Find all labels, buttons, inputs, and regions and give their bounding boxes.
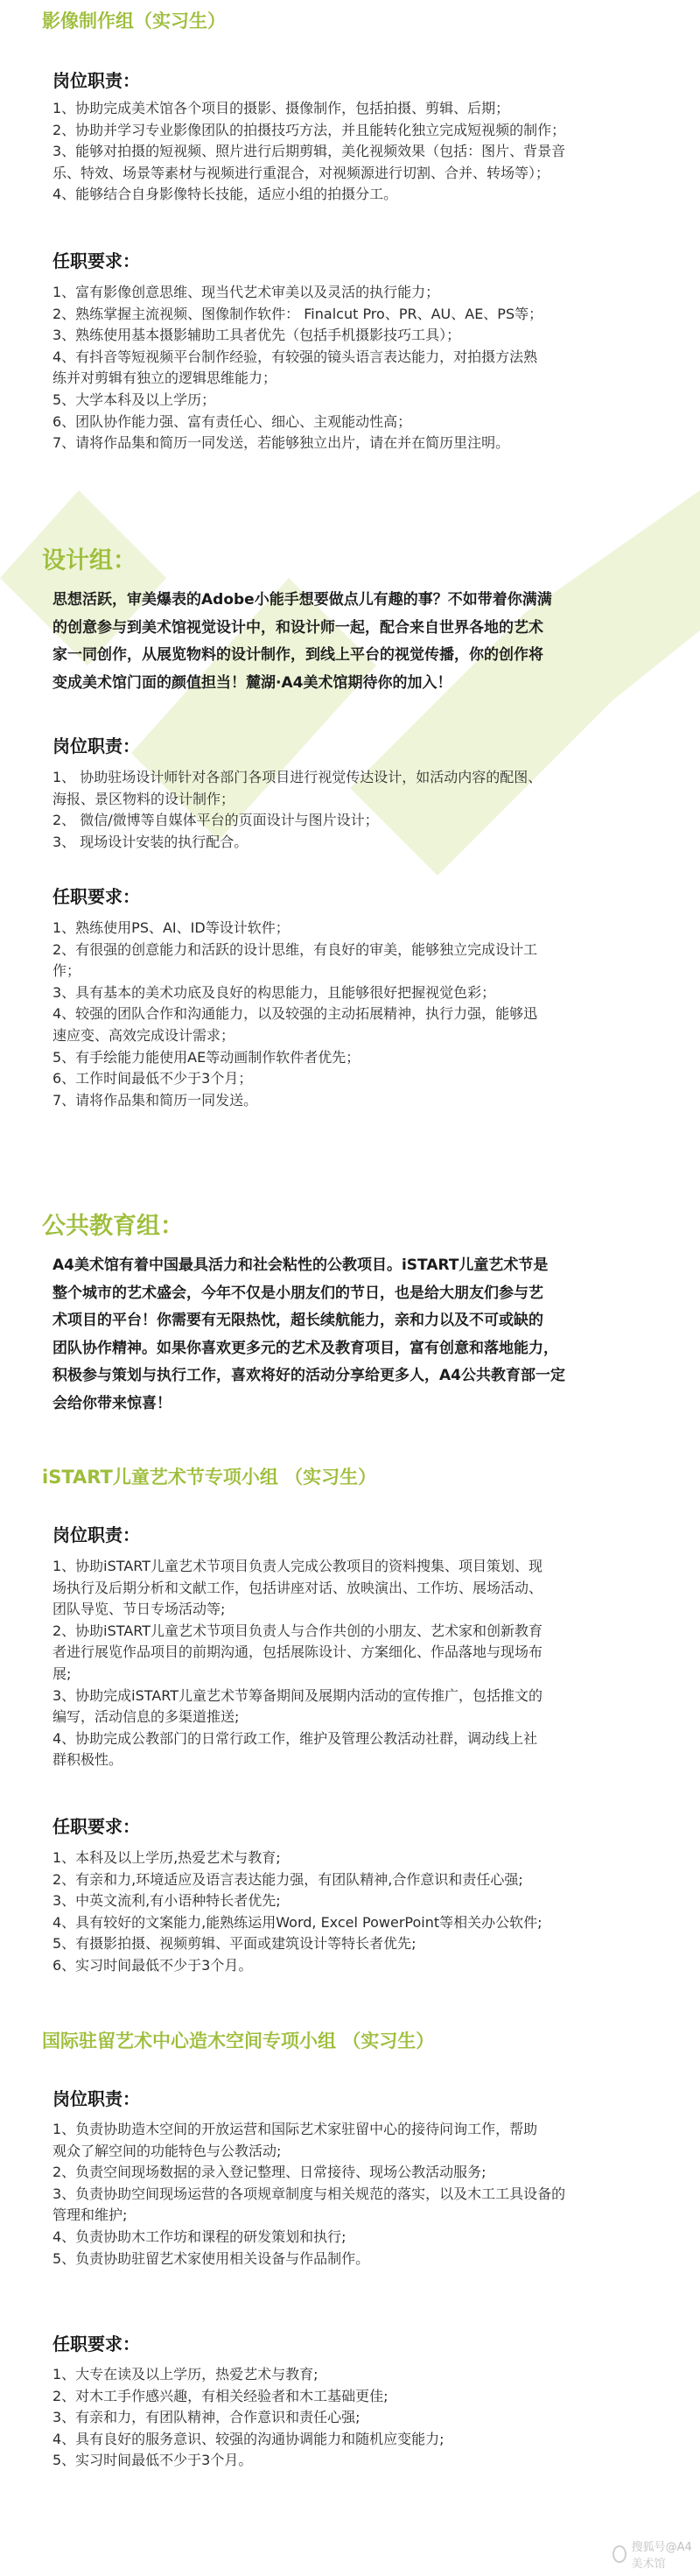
- intro-line: 积极参与策划与执行工作，喜欢将好的活动分享给更多人，A4公共教育部一定: [52, 1367, 565, 1384]
- intro-line: 术项目的平台！你需要有无限热忱，超长续航能力，亲和力以及不可或缺的: [52, 1312, 543, 1329]
- list-item: 5、有摄影拍摄、视频剪辑、平面或建筑设计等特长者优先;: [52, 1935, 416, 1953]
- list-item: 3、 现场设计安装的执行配合。: [52, 833, 248, 850]
- intro-line: A4美术馆有着中国最具活力和社会粘性的公教项目。iSTART儿童艺术节是: [52, 1256, 549, 1274]
- requirements-heading: 任职要求：: [52, 2333, 140, 2354]
- list-item: 2、负责空间现场数据的录入登记整理、日常接待、现场公教活动服务;: [52, 2164, 486, 2181]
- list-item: 2、对木工手作感兴趣，有相关经验者和木工基础更佳;: [52, 2387, 388, 2404]
- requirements-heading: 任职要求：: [52, 1816, 140, 1837]
- section-title: 影像制作组（实习生）: [42, 11, 226, 32]
- duties-list: [52, 767, 656, 853]
- list-item: 观众了解空间的功能特色与公教活动;: [52, 2142, 282, 2159]
- list-item: 3、具有基本的美术功底及良好的构思能力，且能够很好把握视觉色彩；: [52, 983, 496, 1001]
- list-item: 1、本科及以上学历,热爱艺术与教育;: [52, 1849, 281, 1866]
- section-woodwork-residency: [0, 2020, 700, 2545]
- intro-line: 变成美术馆门面的颜值担当！麓湖·A4美术馆期待你的加入！: [52, 673, 452, 692]
- list-item: 编写，活动信息的多渠道推送;: [52, 1708, 240, 1726]
- duties-heading: 岗位职责：: [52, 2088, 140, 2109]
- duties-list: [52, 98, 656, 206]
- list-item: 4、能够结合自身影像特长技能，适应小组的拍摄分工。: [52, 186, 398, 203]
- list-item: 7、请将作品集和简历一同发送，若能够独立出片，请在并在简历里注明。: [52, 434, 510, 452]
- list-item: 3、负责协助空间现场运营的各项规章制度与相关规范的落实，以及木工工具设备的: [52, 2185, 566, 2202]
- list-item: 2、熟练掌握主流视频、图像制作软件： Finalcut Pro、PR、AU、AE、PS等；: [52, 305, 543, 322]
- list-item: 展;: [52, 1665, 72, 1682]
- list-item: 1、熟练使用PS、AI、ID等设计软件；: [52, 919, 290, 936]
- list-item: 4、有抖音等短视频平台制作经验，有较强的镜头语言表达能力，对拍摄方法熟: [52, 348, 538, 365]
- list-item: 6、实习时间最低不少于3个月。: [52, 1956, 253, 1974]
- list-item: 场执行及后期分析和文献工作，包括讲座对话、放映演出、工作坊、展场活动、: [52, 1579, 543, 1596]
- watermark: [612, 2537, 700, 2571]
- list-item: 团队导览、节日专场活动等;: [52, 1601, 226, 1618]
- section-intro: [52, 587, 656, 697]
- list-item: 4、协助完成公教部门的日常行政工作，维护及管理公教活动社群，调动线上社: [52, 1729, 538, 1747]
- list-item: 5、大学本科及以上学历；: [52, 391, 216, 408]
- list-item: 群积极性。: [52, 1751, 123, 1769]
- list-item: 海报、景区物料的设计制作；: [52, 790, 235, 807]
- requirements-list: [52, 2364, 656, 2472]
- list-item: 2、有亲和力,环境适应及语言表达能力强，有团队精神,合作意识和责任心强;: [52, 1870, 523, 1888]
- list-item: 1、协助完成美术馆各个项目的摄影、摄像制作，包括拍摄、剪辑、后期；: [52, 100, 510, 116]
- section-istart: [0, 1458, 700, 2018]
- duties-heading: 岗位职责：: [52, 735, 140, 757]
- list-item: 1、大专在读及以上学历，热爱艺术与教育;: [52, 2366, 318, 2382]
- list-item: 2、协助并学习专业影像团队的拍摄技巧方法，并且能转化独立完成短视频的制作；: [52, 121, 566, 138]
- list-item: 1、 协助驻场设计师针对各部门各项目进行视觉传达设计，如活动内容的配图、: [52, 769, 542, 785]
- requirements-list: [52, 282, 656, 454]
- list-item: 者进行展览作品项目的前期沟通，包括展陈设计、方案细化、作品落地与现场布: [52, 1643, 543, 1661]
- requirements-list: [52, 1848, 656, 1977]
- list-item: 4、具有良好的服务意识、较强的沟通协调能力和随机应变能力;: [52, 2430, 444, 2447]
- list-item: 7、请将作品集和简历一同发送。: [52, 1091, 258, 1109]
- list-item: 1、负责协助造木空间的开放运营和国际艺术家驻留中心的接待问询工作，帮助: [52, 2121, 538, 2137]
- list-item: 4、负责协助木工作坊和课程的研发策划和执行;: [52, 2228, 346, 2245]
- requirements-list: [52, 918, 656, 1111]
- requirements-heading: 任职要求：: [52, 250, 140, 271]
- list-item: 2、有很强的创意能力和活跃的设计思维，有良好的审美，能够独立完成设计工: [52, 940, 538, 958]
- list-item: 5、有手绘能力能使用AE等动画制作软件者优先；: [52, 1048, 360, 1066]
- intro-line: 的创意参与到美术馆视觉设计中，和设计师一起，配合来自世界各地的艺术: [52, 618, 543, 637]
- list-item: 3、熟练使用基本摄影辅助工具者优先（包括手机摄影技巧工具）；: [52, 327, 461, 344]
- list-item: 3、有亲和力，有团队精神，合作意识和责任心强;: [52, 2409, 360, 2426]
- list-item: 2、协助iSTART儿童艺术节项目负责人与合作共创的小朋友、艺术家和创新教育: [52, 1622, 542, 1639]
- list-item: 管理和维护;: [52, 2206, 128, 2224]
- list-item: 练并对剪辑有独立的逻辑思维能力；: [52, 370, 277, 387]
- section-intro: [52, 1252, 656, 1418]
- requirements-heading: 任职要求：: [52, 886, 140, 907]
- section-title: iSTART儿童艺术节专项小组 （实习生）: [42, 1467, 377, 1488]
- section-design: [0, 525, 700, 1191]
- duties-heading: 岗位职责：: [52, 70, 140, 91]
- list-item: 乐、特效、场景等素材与视频进行重混合，对视频源进行切割、合并、转场等）；: [52, 164, 550, 181]
- intro-line: 家一同创作，从展览物料的设计制作，到线上平台的视觉传播，你的创作将: [52, 646, 543, 664]
- section-title: 公共教育组：: [42, 1213, 184, 1240]
- list-item: 3、能够对拍摄的短视频、照片进行后期剪辑，美化视频效果（包括：图片、背景音: [52, 143, 566, 160]
- list-item: 3、协助完成iSTART儿童艺术节筹备期间及展期内活动的宣传推广，包括推文的: [52, 1686, 542, 1704]
- list-item: 1、富有影像创意思维、现当代艺术审美以及灵活的执行能力；: [52, 284, 440, 300]
- intro-line: 整个城市的艺术盛会，今年不仅是小朋友们的节日，也是给大朋友们参与艺: [52, 1284, 543, 1302]
- list-item: 1、协助iSTART儿童艺术节项目负责人完成公教项目的资料搜集、项目策划、现: [52, 1558, 542, 1574]
- list-item: 6、工作时间最低不少于3个月；: [52, 1070, 253, 1087]
- list-item: 5、实习时间最低不少于3个月。: [52, 2452, 253, 2469]
- section-title: 设计组：: [42, 547, 136, 574]
- intro-line: 团队协作精神。如果你喜欢更多元的艺术及教育项目，富有创意和落地能力，: [52, 1339, 558, 1357]
- list-item: 作；: [52, 962, 81, 980]
- watermark-text: 搜狐号@A4美术馆: [631, 2541, 692, 2571]
- section-public-education: [0, 1200, 700, 1453]
- list-item: 4、较强的团队合作和沟通能力，以及较强的主动拓展精神，执行力强，能够迅: [52, 1005, 538, 1023]
- list-item: 速应变、高效完成设计需求；: [52, 1026, 235, 1044]
- list-item: 6、团队协作能力强、富有责任心、细心、主观能动性高；: [52, 412, 412, 430]
- sohu-logo-icon: [612, 2545, 626, 2563]
- list-item: 5、负责协助驻留艺术家使用相关设备与作品制作。: [52, 2249, 370, 2267]
- duties-list: [52, 1556, 656, 1771]
- list-item: 2、 微信/微博等自媒体平台的页面设计与图片设计；: [52, 812, 379, 829]
- section-video-production: [0, 0, 700, 543]
- intro-line: 思想活跃，审美爆表的Adobe小能手想要做点儿有趣的事？不如带着你满满: [52, 591, 552, 609]
- intro-line: 会给你带来惊喜！: [52, 1394, 172, 1412]
- list-item: 3、中英文流利,有小语种特长者优先;: [52, 1892, 281, 1910]
- section-title: 国际驻留艺术中心造木空间专项小组 （实习生）: [42, 2031, 435, 2052]
- duties-list: [52, 2119, 656, 2270]
- list-item: 4、具有较好的文案能力,能熟练运用Word, Excel PowerPoint等相关办公软件;: [52, 1913, 542, 1931]
- duties-heading: 岗位职责：: [52, 1524, 140, 1545]
